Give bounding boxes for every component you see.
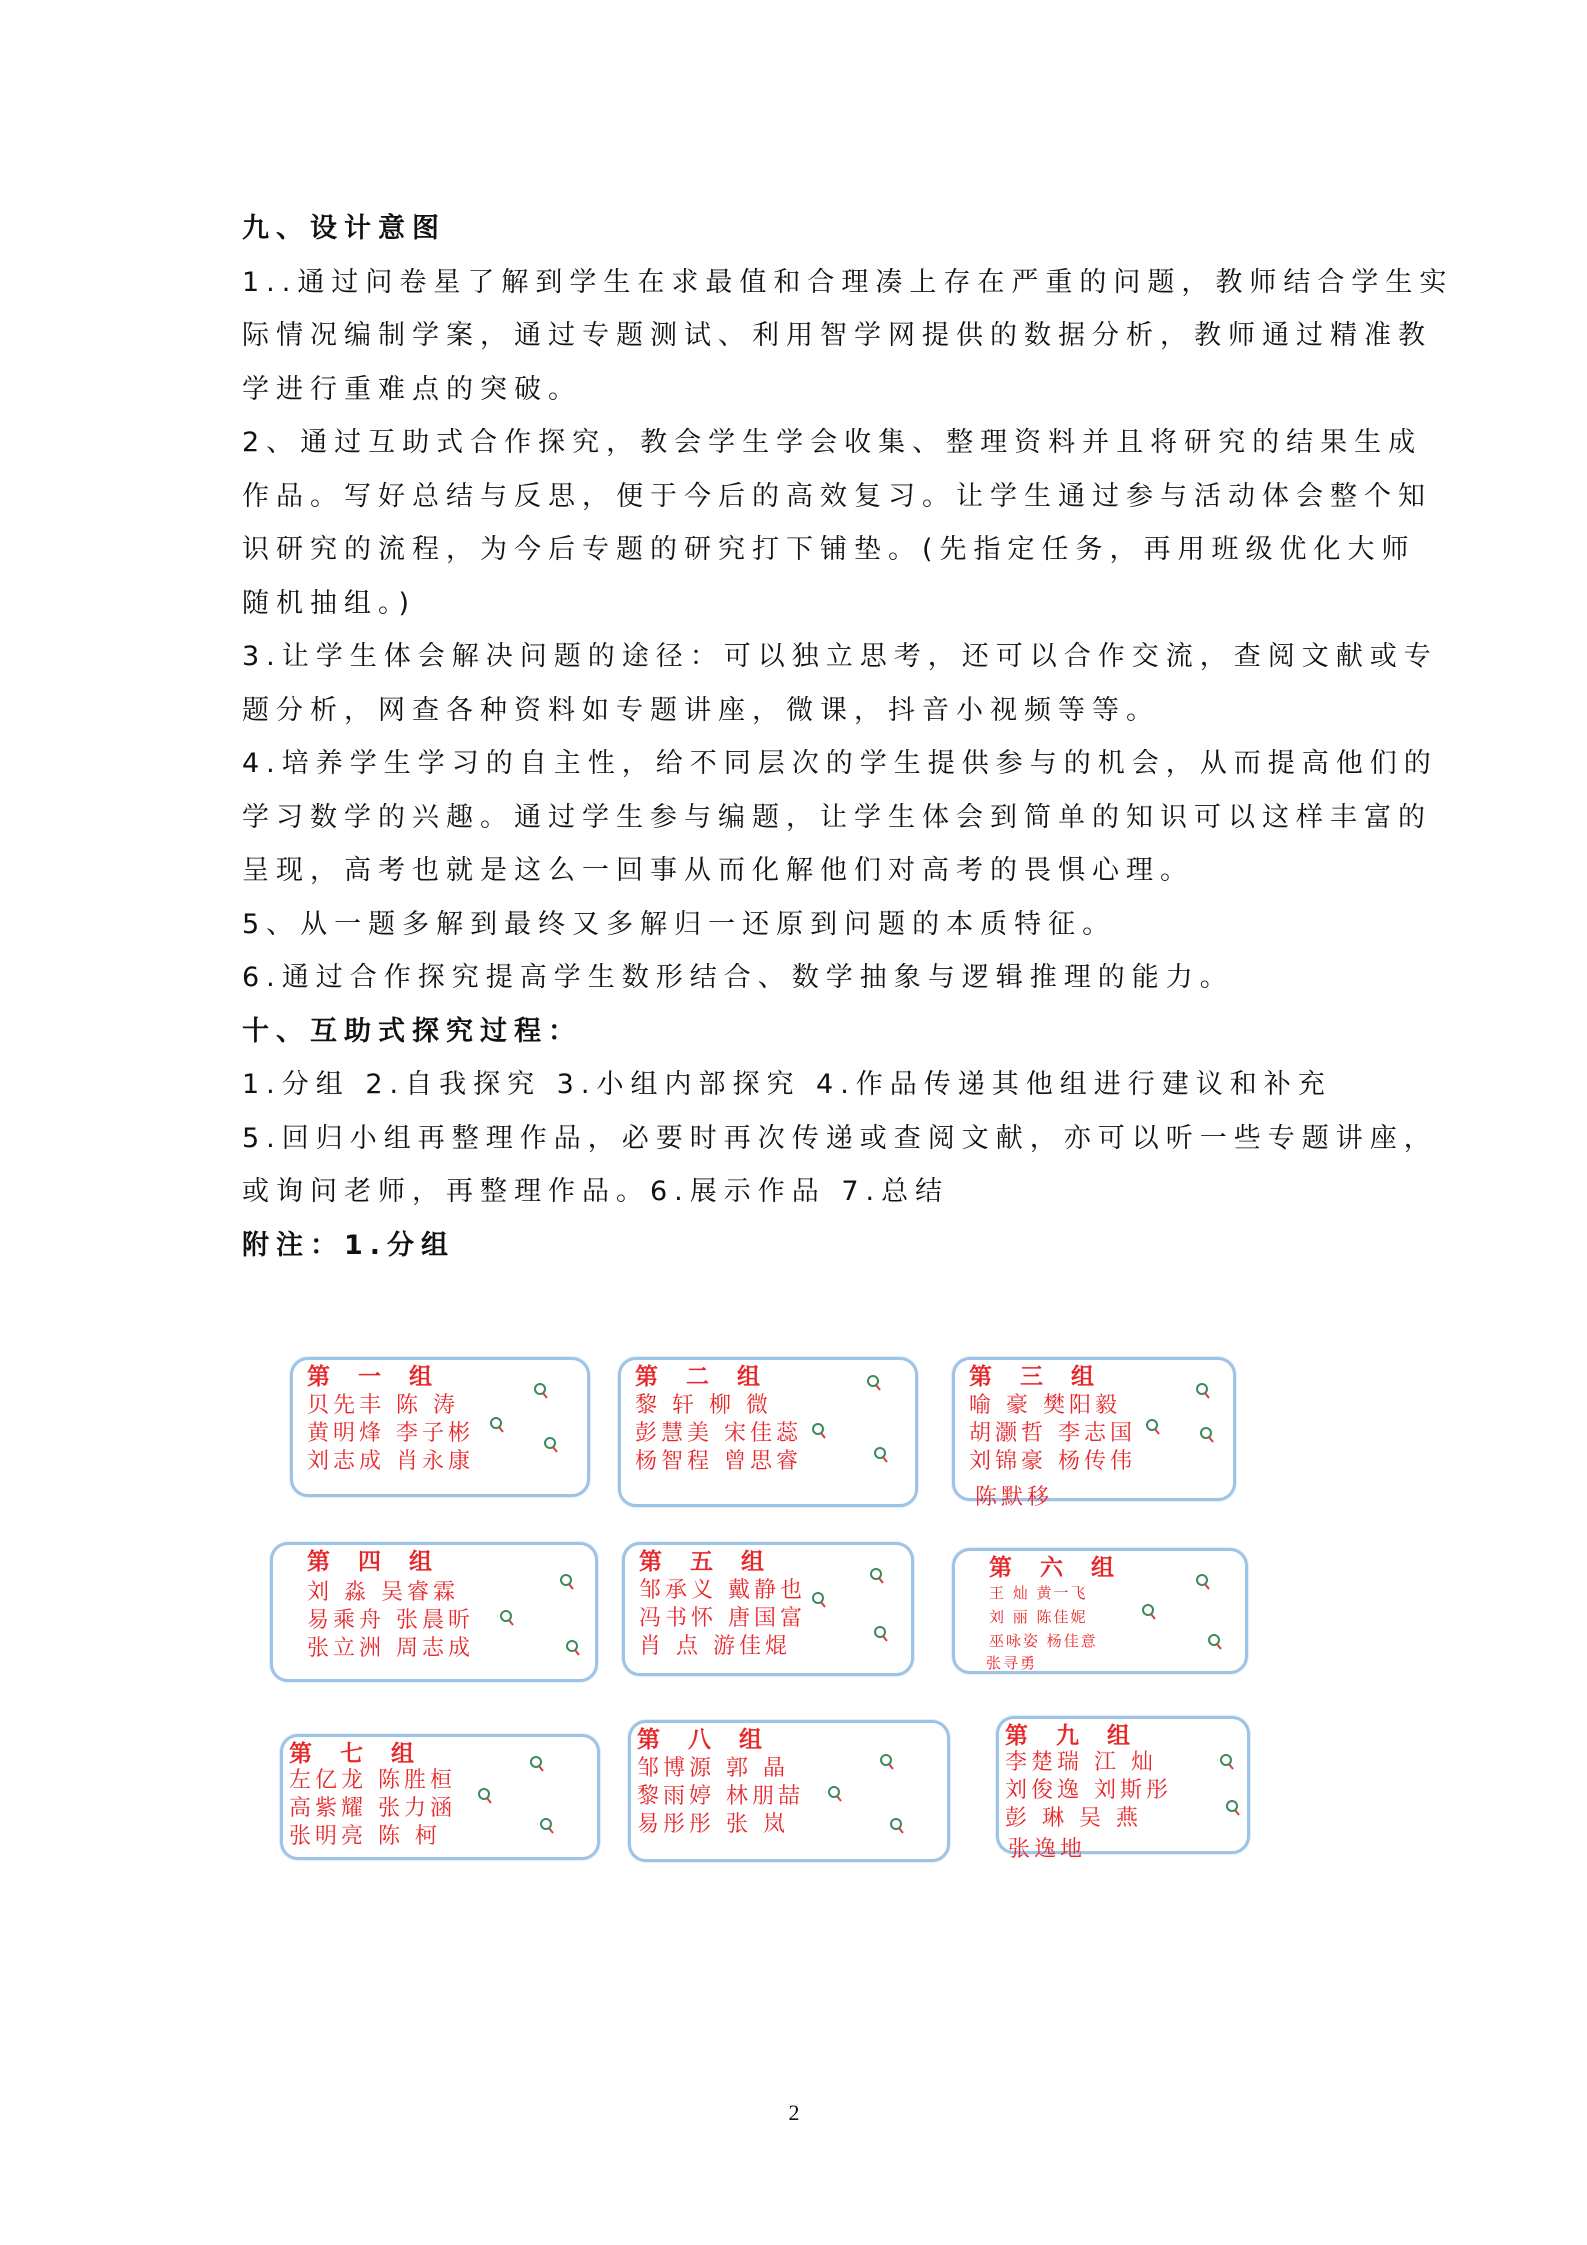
magnifier-icon (533, 1382, 549, 1400)
group-card-1 (290, 1357, 590, 1497)
section-10-line: 5.回归小组再整理作品，必要时再次传递或查阅文献，亦可以听一些专题讲座， (242, 1122, 1438, 1154)
member-row: 张明亮 陈 柯 (289, 1824, 441, 1849)
member-row: 易乘舟 张晨昕 (307, 1608, 474, 1633)
member-row: 李楚瑞 江 灿 (1005, 1750, 1157, 1775)
group-card-8 (628, 1720, 950, 1862)
section-9-line: 3.让学生体会解决问题的途径：可以独立思考，还可以合作交流，查阅文献或专 (242, 641, 1438, 672)
member-row: 彭慧美 宋佳蕊 (635, 1421, 802, 1446)
member-row: 胡灏哲 李志国 (969, 1421, 1136, 1446)
section-9-line: 呈现，高考也就是这么一回事从而化解他们对高考的畏惧心理。 (242, 855, 1194, 886)
group-card-5 (622, 1542, 914, 1676)
group-extra-member: 张逸地 (1008, 1837, 1087, 1862)
magnifier-icon (1195, 1573, 1211, 1591)
member-row: 彭 琳 吴 燕 (1005, 1806, 1142, 1831)
group-title: 第 九 组 (1005, 1722, 1141, 1749)
group-title: 第 一 组 (307, 1363, 443, 1390)
group-title: 第 四 组 (307, 1548, 443, 1575)
magnifier-icon (1225, 1799, 1241, 1817)
magnifier-icon (889, 1817, 905, 1835)
group-title: 第 八 组 (637, 1726, 773, 1753)
magnifier-icon (559, 1573, 575, 1591)
magnifier-icon (1145, 1418, 1161, 1436)
section-10-heading: 十、互助式探究过程： (242, 1015, 582, 1047)
member-row: 张立洲 周志成 (307, 1636, 474, 1661)
section-9-line: 作品。写好总结与反思，便于今后的高效复习。让学生通过参与活动体会整个知 (242, 480, 1432, 512)
member-row: 易彤彤 张 岚 (637, 1812, 789, 1837)
magnifier-icon (873, 1625, 889, 1643)
group-title: 第 五 组 (639, 1548, 775, 1575)
member-row: 黎雨婷 林朋喆 (637, 1784, 804, 1809)
member-row: 肖 点 游佳焜 (639, 1634, 791, 1659)
member-row: 刘俊逸 刘斯彤 (1005, 1778, 1172, 1803)
note-line: 附注：1.分组 (242, 1229, 456, 1261)
magnifier-icon (477, 1787, 493, 1805)
group-title: 第 二 组 (635, 1363, 771, 1390)
magnifier-icon (1195, 1382, 1211, 1400)
group-extra-member: 陈默移 (975, 1485, 1054, 1510)
member-row: 巫咏姿 杨佳意 (989, 1632, 1098, 1650)
group-title: 第 七 组 (289, 1740, 425, 1767)
section-9-line: 随机抽组。) (242, 587, 417, 619)
section-9-line: 1..通过问卷星了解到学生在求最值和合理凑上存在严重的问题，教师结合学生实 (242, 266, 1454, 298)
member-row: 喻 豪 樊阳毅 (969, 1393, 1121, 1418)
section-10-line: 或询问老师，再整理作品。6.展示作品 7.总结 (242, 1176, 950, 1207)
magnifier-icon (869, 1567, 885, 1585)
member-row: 刘锦豪 杨传伟 (969, 1449, 1136, 1474)
member-row: 冯书怀 唐国富 (639, 1606, 806, 1631)
magnifier-icon (1207, 1633, 1223, 1651)
section-9-line: 学习数学的兴趣。通过学生参与编题，让学生体会到简单的知识可以这样丰富的 (242, 801, 1432, 833)
section-9-line: 5、从一题多解到最终又多解归一还原到问题的本质特征。 (242, 908, 1117, 940)
section-9-heading: 九、设计意图 (242, 213, 446, 244)
member-row: 黎 轩 柳 微 (635, 1393, 772, 1418)
member-row: 黄明烽 李子彬 (307, 1421, 474, 1446)
member-row: 邹承义 戴静也 (639, 1578, 806, 1603)
page-number: 2 (788, 2100, 800, 2125)
section-9-line: 4.培养学生学习的自主性，给不同层次的学生提供参与的机会，从而提高他们的 (242, 748, 1438, 779)
group-extra-member: 张寻勇 (986, 1654, 1038, 1672)
magnifier-icon (543, 1436, 559, 1454)
magnifier-icon (879, 1753, 895, 1771)
member-row: 贝先丰 陈 涛 (307, 1393, 459, 1418)
section-9-line: 际情况编制学案，通过专题测试、利用智学网提供的数据分析，教师通过精准教 (242, 320, 1432, 351)
member-row: 杨智程 曾思睿 (635, 1449, 802, 1474)
section-10-line: 1.分组 2.自我探究 3.小组内部探究 4.作品传递其他组进行建议和补充 (242, 1069, 1332, 1100)
group-card-7 (280, 1734, 600, 1860)
magnifier-icon (539, 1817, 555, 1835)
group-title: 第 三 组 (969, 1363, 1105, 1390)
member-row: 邹博源 郭 晶 (637, 1756, 789, 1781)
section-9-line: 6.通过合作探究提高学生数形结合、数学抽象与逻辑推理的能力。 (242, 962, 1234, 993)
member-row: 刘 淼 吴睿霖 (307, 1580, 459, 1605)
section-9-line: 识研究的流程，为今后专题的研究打下铺垫。(先指定任务，再用班级优化大师 (242, 534, 1416, 565)
magnifier-icon (565, 1639, 581, 1657)
member-row: 刘 丽 陈佳妮 (989, 1608, 1088, 1626)
group-card-2 (618, 1357, 918, 1507)
magnifier-icon (866, 1374, 882, 1392)
group-card-4 (270, 1542, 598, 1682)
group-title: 第 六 组 (989, 1554, 1125, 1581)
magnifier-icon (811, 1422, 827, 1440)
magnifier-icon (811, 1591, 827, 1609)
member-row: 王 灿 黄一飞 (989, 1584, 1088, 1602)
magnifier-icon (489, 1416, 505, 1434)
magnifier-icon (529, 1755, 545, 1773)
member-row: 左亿龙 陈胜桓 (289, 1768, 456, 1793)
member-row: 刘志成 肖永康 (307, 1449, 474, 1474)
section-9-line: 学进行重难点的突破。 (242, 373, 582, 405)
magnifier-icon (1141, 1603, 1157, 1621)
member-row: 高紫耀 张力涵 (289, 1796, 456, 1821)
magnifier-icon (1219, 1753, 1235, 1771)
magnifier-icon (873, 1446, 889, 1464)
magnifier-icon (827, 1785, 843, 1803)
magnifier-icon (499, 1609, 515, 1627)
section-9-line: 题分析，网查各种资料如专题讲座，微课，抖音小视频等等。 (242, 694, 1160, 726)
magnifier-icon (1199, 1426, 1215, 1444)
section-9-line: 2、通过互助式合作探究，教会学生学会收集、整理资料并且将研究的结果生成 (242, 427, 1423, 458)
